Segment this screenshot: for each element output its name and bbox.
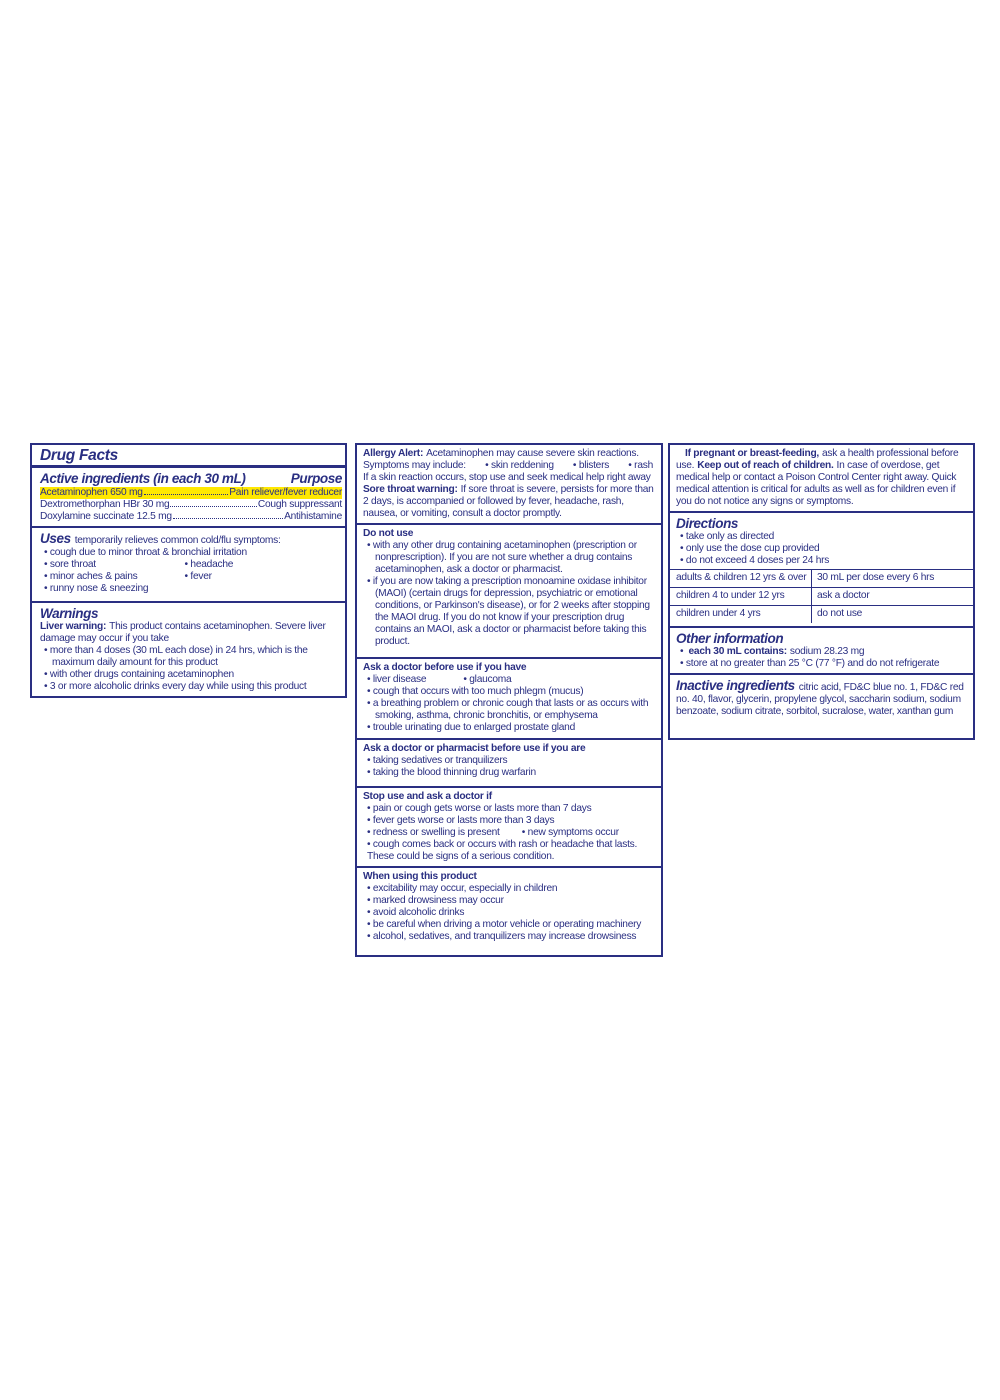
warnings-bullet: • 3 or more alcoholic drinks every day while using this product: [40, 681, 339, 693]
ask-doctor-pharmacist-bullet: • taking the blood thinning drug warfarin: [363, 767, 655, 779]
ingredient-purpose: Antihistamine: [284, 511, 342, 522]
dosing-age-group-cell: children 4 to under 12 yrs: [670, 588, 812, 605]
allergy-symptoms-line: [363, 460, 655, 472]
dotted-leader: [144, 494, 229, 495]
pregnancy-warning-section: [670, 445, 973, 511]
when-using-bullet: • excitability may occur, especially in children: [363, 883, 655, 895]
dosing-table-row: [670, 605, 973, 623]
ask-doctor-bullet: • glaucoma: [459, 674, 511, 686]
ingredient-row-dextromethorphan: [40, 499, 342, 511]
drug-facts-panel-right: [668, 443, 975, 740]
warnings-bullet: • more than 4 doses (30 mL each dose) in 24 hrs, which is the maximum daily amount for this product: [40, 645, 339, 669]
directions-bullet: • do not exceed 4 doses per 24 hrs: [676, 555, 967, 567]
ask-doctor-bullet: • trouble urinating due to enlarged prostate gland: [363, 722, 655, 734]
warnings-section: [32, 601, 345, 696]
pregnant-label: If pregnant or breast-feeding,: [685, 448, 820, 459]
uses-intro-line: [40, 531, 339, 547]
dosing-table-row: [670, 570, 973, 587]
drug-facts-panel-left: [30, 443, 347, 698]
stop-use-bullet: • cough comes back or occurs with rash or headache that lasts.: [363, 839, 655, 851]
sore-throat-warning-label: Sore throat warning:: [363, 484, 458, 495]
ask-doctor-pharmacist-heading: Ask a doctor or pharmacist before use if you are: [363, 743, 586, 754]
stop-use-bullet-row: [363, 827, 655, 839]
purpose-heading: Purpose: [290, 471, 342, 486]
liver-warning-paragraph: [40, 621, 339, 645]
when-using-bullet: • be careful when driving a motor vehicle or operating machinery: [363, 919, 655, 931]
ask-doctor-heading: Ask a doctor before use if you have: [363, 662, 527, 673]
allergy-alert-section: [357, 445, 661, 523]
contains-text: sodium 28.23 mg: [789, 646, 865, 657]
ask-doctor-pharmacist-bullet: • taking sedatives or tranquilizers: [363, 755, 655, 767]
uses-bullet: • runny nose & sneezing: [40, 583, 339, 595]
stop-use-note: These could be signs of a serious condition.: [367, 851, 555, 862]
symptoms-label: Symptoms may include:: [363, 460, 466, 471]
pregnancy-warning-paragraph: [676, 448, 967, 508]
other-information-bullet: • store at no greater than 25 °C (77 °F) and do not refrigerate: [676, 658, 967, 670]
ask-doctor-bullet: • a breathing problem or chronic cough that lasts or as occurs with smoking, asthma, chronic bronchitis, or emphysema: [363, 698, 655, 722]
other-information-bullet: [676, 646, 967, 658]
pregnant-text: ask a health professional before use.: [676, 448, 959, 471]
ingredient-purpose: Pain reliever/fever reducer: [229, 487, 342, 498]
keep-out-of-reach-label: Keep out of reach of children.: [697, 460, 834, 471]
stop-use-bullet: • redness or swelling is present: [363, 827, 518, 839]
when-using-heading: When using this product: [363, 871, 477, 882]
other-information-section: [670, 626, 973, 673]
ingredient-name: Dextromethorphan HBr 30 mg: [40, 499, 170, 510]
ask-doctor-bullet-row: [363, 674, 655, 686]
ask-doctor-bullet: • liver disease: [363, 674, 459, 686]
inactive-ingredients-text: citric acid, FD&C blue no. 1, FD&C red no. 40, flavor, glycerin, propylene glycol, saccharin sodium, sodium benzoate, sodium citrate, sorbitol, sucralose, water, xanthan gum: [676, 682, 964, 717]
directions-section: [670, 511, 973, 626]
warnings-bullet: • with other drugs containing acetaminophen: [40, 669, 339, 681]
stop-use-bullet: • pain or cough gets worse or lasts more than 7 days: [363, 803, 655, 815]
stop-use-heading: Stop use and ask a doctor if: [363, 791, 492, 802]
contains-label: each 30 mL contains:: [688, 646, 787, 657]
active-ingredients-header: [40, 471, 342, 486]
when-using-bullet: • alcohol, sedatives, and tranquilizers may increase drowsiness: [363, 931, 655, 943]
uses-bullet: • minor aches & pains: [40, 571, 181, 583]
inactive-ingredients-heading: Inactive ingredients: [676, 678, 795, 693]
drug-facts-panel-middle: [355, 443, 663, 957]
do-not-use-bullet: • if you are now taking a prescription monoamine oxidase inhibitor (MAOI) (certain drugs for depression, psychiatric or emotional conditions, or Parkinson's disease), or for 2 weeks after stopping the MAOI drug. If you do not know if your prescription drug contains an MAOI, ask a doctor or pharmacist before taking this product.: [363, 576, 655, 648]
directions-bullet: • only use the dose cup provided: [676, 543, 967, 555]
dosing-instruction-cell: ask a doctor: [817, 590, 870, 601]
uses-bullet: • headache: [181, 559, 234, 571]
dosing-age-group-cell: adults & children 12 yrs & over: [670, 570, 812, 587]
uses-bullet-row: [40, 559, 339, 571]
ask-doctor-pharmacist-section: [357, 738, 661, 786]
ask-doctor-section: [357, 657, 661, 738]
ingredient-name: Doxylamine succinate 12.5 mg: [40, 511, 172, 522]
ingredient-purpose: Cough suppressant: [257, 499, 342, 510]
liver-warning-text: This product contains acetaminophen. Severe liver damage may occur if you take: [40, 621, 326, 644]
ask-doctor-bullet: • cough that occurs with too much phlegm (mucus): [363, 686, 655, 698]
do-not-use-bullet: • with any other drug containing acetaminophen (prescription or nonprescription). If you are not sure whether a drug contains acetaminophen, ask a doctor or pharmacist.: [363, 540, 655, 576]
ingredient-name: Acetaminophen 650 mg: [40, 487, 143, 498]
uses-intro: temporarily relieves common cold/flu symptoms:: [74, 535, 281, 546]
dotted-leader: [170, 506, 256, 507]
do-not-use-section: [357, 523, 661, 657]
skin-reaction-text: If a skin reaction occurs, stop use and seek medical help right away: [363, 472, 651, 483]
dotted-leader: [173, 518, 283, 519]
drug-facts-title: Drug Facts: [40, 447, 118, 464]
dosing-instruction-cell: do not use: [817, 608, 863, 619]
symptom-bullet: • blisters: [569, 460, 609, 472]
uses-heading: Uses: [40, 531, 71, 546]
when-using-section: [357, 866, 661, 955]
stop-use-section: [357, 786, 661, 866]
dosing-table: [670, 569, 973, 623]
active-ingredients-section: [32, 465, 345, 526]
symptom-bullet: • rash: [624, 460, 653, 472]
ingredient-row-doxylamine: [40, 511, 342, 523]
stop-use-bullet: • fever gets worse or lasts more than 3 days: [363, 815, 655, 827]
directions-bullet: • take only as directed: [676, 531, 967, 543]
allergy-alert-paragraph: [363, 448, 655, 460]
directions-heading: Directions: [676, 516, 739, 531]
other-information-heading: Other information: [676, 631, 784, 646]
stop-use-bullet: • new symptoms occur: [518, 827, 619, 839]
allergy-alert-label: Allergy Alert:: [363, 448, 424, 459]
dosing-age-group-cell: children under 4 yrs: [670, 606, 812, 623]
symptom-bullet: • skin reddening: [481, 460, 554, 472]
uses-section: [32, 526, 345, 601]
sore-throat-warning-paragraph: [363, 484, 655, 520]
do-not-use-heading: Do not use: [363, 528, 414, 539]
dosing-table-row: [670, 587, 973, 605]
uses-bullet-row: [40, 571, 339, 583]
allergy-alert-text: Acetaminophen may cause severe skin reactions.: [426, 448, 639, 459]
uses-bullet: • sore throat: [40, 559, 181, 571]
warnings-heading: Warnings: [40, 606, 99, 621]
uses-bullet: • fever: [181, 571, 212, 583]
active-ingredients-heading: Active ingredients (in each 30 mL): [40, 471, 246, 486]
dosing-instruction-cell: 30 mL per dose every 6 hrs: [817, 572, 935, 583]
overdose-text: In case of overdose, get medical help or contact a Poison Control Center right away. Quick medical attention is critical for adults as well as for children even if you do not notice any signs or symptoms.: [676, 460, 957, 507]
inactive-ingredients-paragraph: [676, 678, 967, 718]
uses-bullet: • cough due to minor throat & bronchial irritation: [40, 547, 339, 559]
when-using-bullet: • marked drowsiness may occur: [363, 895, 655, 907]
sore-throat-warning-text: If sore throat is severe, persists for more than 2 days, is accompanied or followed by fever, headache, rash, nausea, or vomiting, consult a doctor promptly.: [363, 484, 654, 519]
when-using-bullet: • avoid alcoholic drinks: [363, 907, 655, 919]
drug-facts-title-section: [32, 445, 345, 465]
ingredient-row-acetaminophen: [40, 487, 342, 499]
inactive-ingredients-section: [670, 673, 973, 738]
liver-warning-label: Liver warning:: [40, 621, 107, 632]
